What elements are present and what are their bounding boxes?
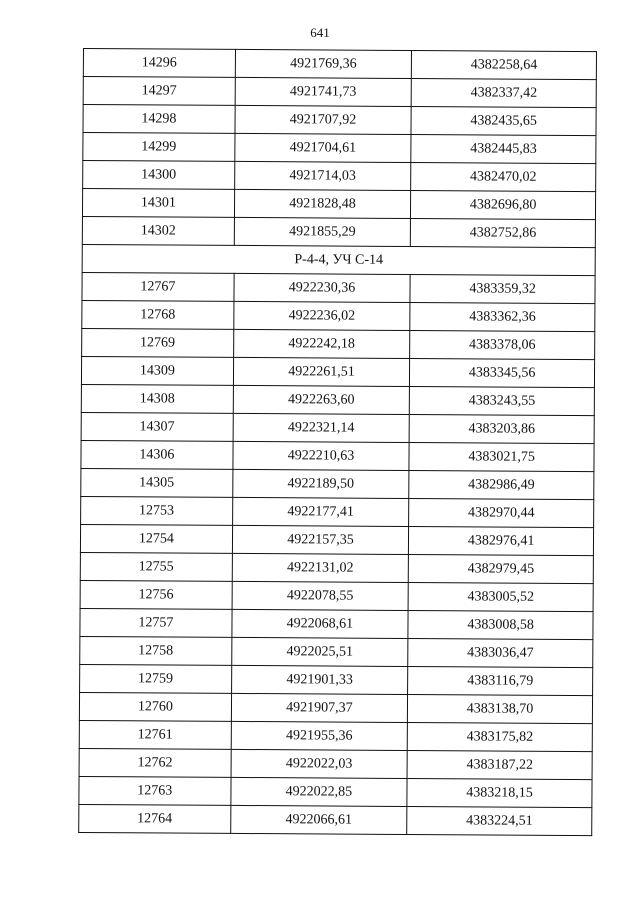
x-coordinate-cell: 4922263,60 xyxy=(233,385,410,414)
y-coordinate-cell: 4383243,55 xyxy=(409,387,594,416)
x-coordinate-cell: 4921855,29 xyxy=(234,217,411,246)
coordinates-table-body xyxy=(79,49,597,836)
table-row xyxy=(81,412,594,443)
x-coordinate-cell: 4922210,63 xyxy=(233,441,410,470)
x-coordinate-cell: 4922157,35 xyxy=(232,525,409,554)
table-row xyxy=(83,77,596,108)
table-row xyxy=(79,692,592,723)
x-coordinate-cell: 4922189,50 xyxy=(232,469,409,498)
y-coordinate-cell: 4383116,79 xyxy=(408,666,593,695)
point-number-cell: 14296 xyxy=(83,49,235,78)
x-coordinate-cell: 4922230,36 xyxy=(234,273,411,302)
table-row xyxy=(79,776,592,807)
point-number-cell: 14302 xyxy=(82,216,234,245)
table-row xyxy=(83,161,596,192)
point-number-cell: 14308 xyxy=(81,384,233,413)
table-row xyxy=(81,496,594,527)
table-row xyxy=(79,720,592,751)
table-row xyxy=(81,356,594,387)
x-coordinate-cell: 4922022,03 xyxy=(231,749,408,778)
y-coordinate-cell: 4383218,15 xyxy=(407,778,592,807)
x-coordinate-cell: 4921741,73 xyxy=(235,77,412,106)
point-number-cell: 14306 xyxy=(81,440,233,469)
x-coordinate-cell: 4921769,36 xyxy=(235,49,412,78)
point-number-cell: 14299 xyxy=(83,133,235,162)
section-title: Р-4-4, УЧ С-14 xyxy=(82,244,595,275)
table-row xyxy=(79,804,592,835)
x-coordinate-cell: 4922131,02 xyxy=(232,553,409,582)
x-coordinate-cell: 4922068,61 xyxy=(232,609,409,638)
point-number-cell: 12761 xyxy=(79,720,231,749)
point-number-cell: 12755 xyxy=(80,552,232,581)
point-number-cell: 12759 xyxy=(80,664,232,693)
point-number-cell: 14301 xyxy=(82,189,234,218)
y-coordinate-cell: 4382445,83 xyxy=(411,135,596,164)
table-row xyxy=(81,468,594,499)
x-coordinate-cell: 4922177,41 xyxy=(232,497,409,526)
table-row xyxy=(82,189,595,220)
table-row xyxy=(80,636,593,667)
x-coordinate-cell: 4921828,48 xyxy=(234,189,411,218)
point-number-cell: 14305 xyxy=(81,468,233,497)
y-coordinate-cell: 4382970,44 xyxy=(409,498,594,527)
y-coordinate-cell: 4383359,32 xyxy=(410,275,595,304)
y-coordinate-cell: 4383008,58 xyxy=(408,610,593,639)
table-row xyxy=(80,580,593,611)
y-coordinate-cell: 4382435,65 xyxy=(411,107,596,136)
point-number-cell: 12767 xyxy=(82,272,234,301)
x-coordinate-cell: 4921955,36 xyxy=(231,721,408,750)
point-number-cell: 14300 xyxy=(83,161,235,190)
point-number-cell: 14309 xyxy=(81,356,233,385)
point-number-cell: 12768 xyxy=(82,300,234,329)
y-coordinate-cell: 4382258,64 xyxy=(412,51,597,80)
table-row xyxy=(82,328,595,359)
table-row xyxy=(81,440,594,471)
table-row xyxy=(80,524,593,555)
point-number-cell: 14298 xyxy=(83,105,235,134)
table-row xyxy=(83,49,596,80)
x-coordinate-cell: 4922078,55 xyxy=(232,581,409,610)
x-coordinate-cell: 4922066,61 xyxy=(230,805,407,834)
x-coordinate-cell: 4922261,51 xyxy=(233,357,410,386)
y-coordinate-cell: 4383187,22 xyxy=(407,750,592,779)
point-number-cell: 12756 xyxy=(80,580,232,609)
point-number-cell: 14297 xyxy=(83,77,235,106)
y-coordinate-cell: 4382337,42 xyxy=(411,79,596,108)
point-number-cell: 12753 xyxy=(81,496,233,525)
y-coordinate-cell: 4383175,82 xyxy=(407,722,592,751)
y-coordinate-cell: 4382976,41 xyxy=(409,526,594,555)
y-coordinate-cell: 4382752,86 xyxy=(411,219,596,248)
y-coordinate-cell: 4383203,86 xyxy=(409,415,594,444)
point-number-cell: 12758 xyxy=(80,636,232,665)
y-coordinate-cell: 4383362,36 xyxy=(410,303,595,332)
table-row xyxy=(80,608,593,639)
y-coordinate-cell: 4383224,51 xyxy=(407,806,592,835)
table-row xyxy=(79,748,592,779)
table-row xyxy=(82,300,595,331)
page-number: 641 xyxy=(310,25,330,40)
y-coordinate-cell: 4383036,47 xyxy=(408,638,593,667)
table-row xyxy=(81,384,594,415)
point-number-cell: 12763 xyxy=(79,776,231,805)
table-row xyxy=(82,216,595,247)
table-row xyxy=(80,552,593,583)
point-number-cell: 12757 xyxy=(80,608,232,637)
y-coordinate-cell: 4383345,56 xyxy=(410,359,595,388)
point-number-cell: 12769 xyxy=(82,328,234,357)
y-coordinate-cell: 4383005,52 xyxy=(408,582,593,611)
y-coordinate-cell: 4383021,75 xyxy=(409,443,594,472)
point-number-cell: 12760 xyxy=(79,692,231,721)
y-coordinate-cell: 4383138,70 xyxy=(408,694,593,723)
point-number-cell: 14307 xyxy=(81,412,233,441)
table-row xyxy=(82,272,595,303)
x-coordinate-cell: 4922236,02 xyxy=(234,301,411,330)
y-coordinate-cell: 4382979,45 xyxy=(408,554,593,583)
y-coordinate-cell: 4383378,06 xyxy=(410,331,595,360)
x-coordinate-cell: 4922321,14 xyxy=(233,413,410,442)
table-row xyxy=(83,105,596,136)
table-row xyxy=(80,664,593,695)
x-coordinate-cell: 4922242,18 xyxy=(233,329,410,358)
x-coordinate-cell: 4921707,92 xyxy=(235,105,412,134)
x-coordinate-cell: 4921714,03 xyxy=(234,161,411,190)
y-coordinate-cell: 4382470,02 xyxy=(411,163,596,192)
x-coordinate-cell: 4921901,33 xyxy=(231,665,408,694)
point-number-cell: 12754 xyxy=(80,524,232,553)
coordinates-table xyxy=(78,48,597,836)
y-coordinate-cell: 4382986,49 xyxy=(409,471,594,500)
section-row xyxy=(82,244,595,275)
x-coordinate-cell: 4921704,61 xyxy=(235,133,412,162)
x-coordinate-cell: 4922025,51 xyxy=(231,637,408,666)
table-row xyxy=(83,133,596,164)
y-coordinate-cell: 4382696,80 xyxy=(411,191,596,220)
point-number-cell: 12762 xyxy=(79,748,231,777)
point-number-cell: 12764 xyxy=(79,804,231,833)
x-coordinate-cell: 4922022,85 xyxy=(231,777,408,806)
x-coordinate-cell: 4921907,37 xyxy=(231,693,408,722)
